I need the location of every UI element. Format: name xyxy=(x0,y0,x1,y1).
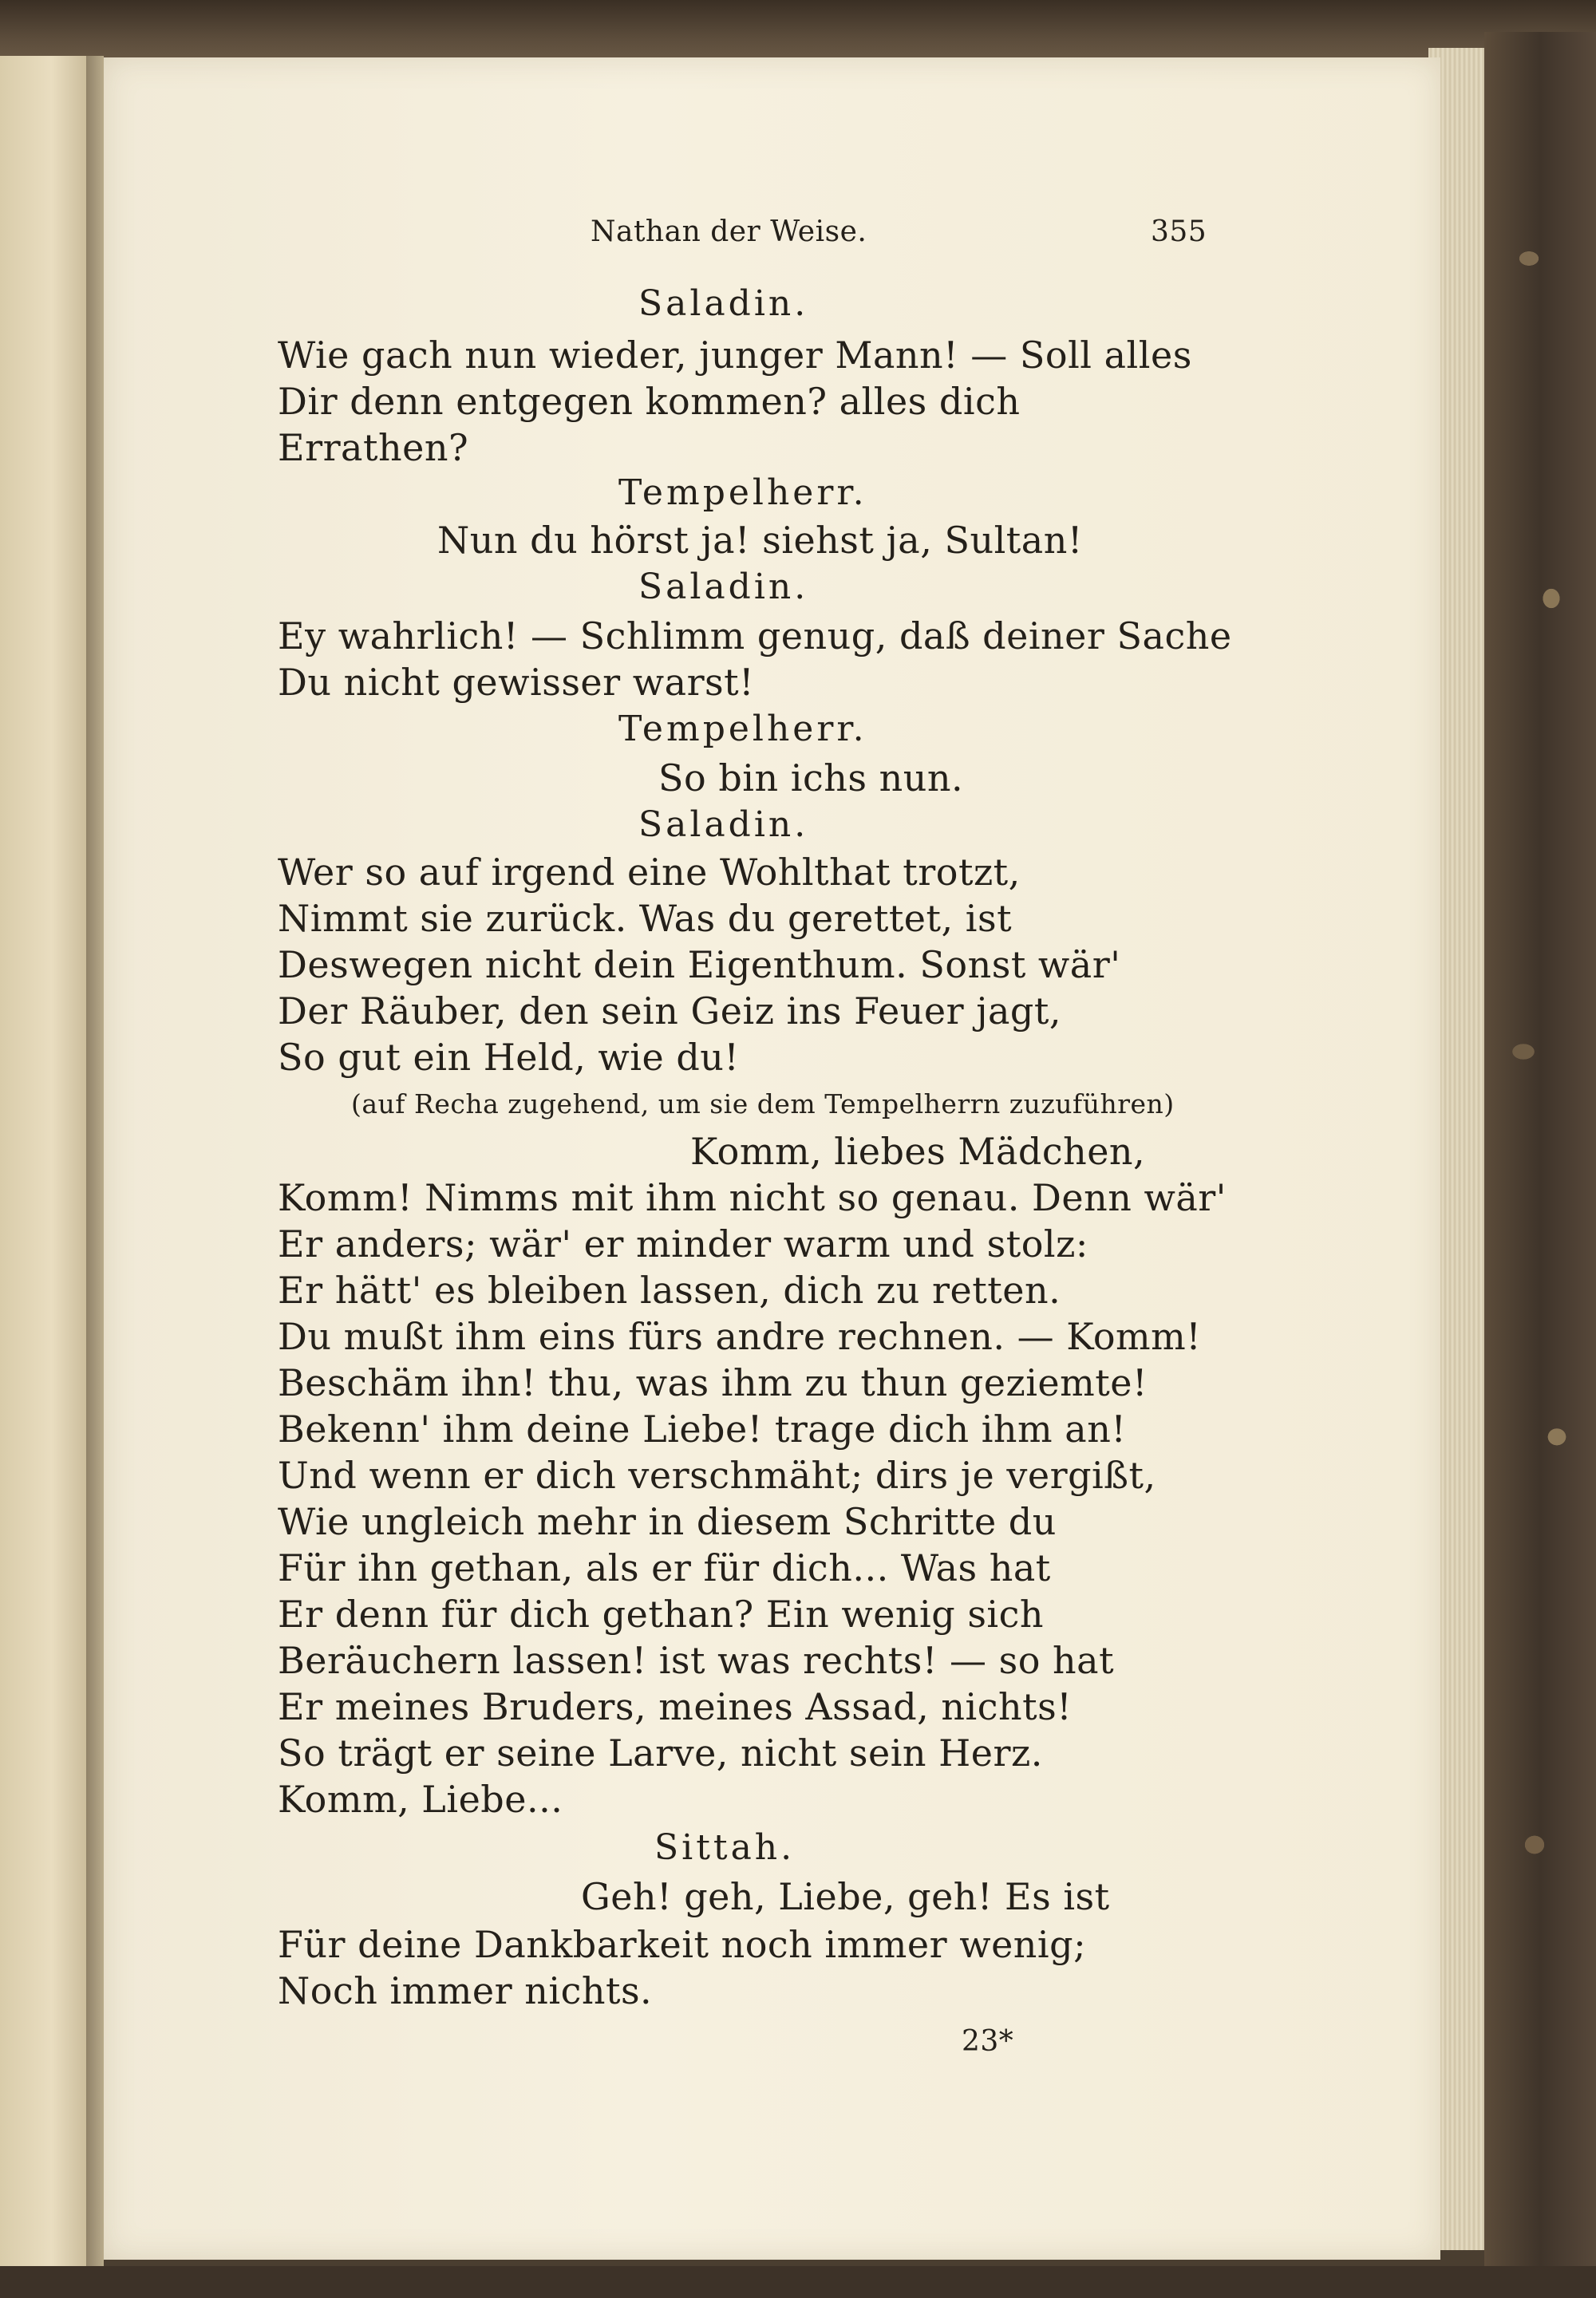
verse-line: Nimmt sie zurück. Was du gerettet, ist xyxy=(278,897,1013,940)
verse-line: Er denn für dich gethan? Ein wenig sich xyxy=(278,1593,1045,1636)
verse-line: Komm, Liebe... xyxy=(278,1778,563,1821)
verse-line: Errathen? xyxy=(278,426,469,469)
verse-line: Und wenn er dich verschmäht; dirs je vergißt, xyxy=(278,1454,1156,1497)
speaker-saladin: Saladin. xyxy=(638,567,809,607)
verse-line: Für deine Dankbarkeit noch immer wenig; xyxy=(278,1923,1087,1966)
verse-line: So gut ein Held, wie du! xyxy=(278,1036,740,1079)
speaker-tempelherr: Tempelherr. xyxy=(618,709,867,749)
verse-line: Geh! geh, Liebe, geh! Es ist xyxy=(581,1875,1110,1918)
verse-line: Beschäm ihn! thu, was ihm zu thun geziemte! xyxy=(278,1361,1148,1404)
left-page-edge xyxy=(0,56,86,2298)
verse-line: Beräuchern lassen! ist was rechts! — so hat xyxy=(278,1639,1115,1682)
verse-line: Nun du hörst ja! siehst ja, Sultan! xyxy=(437,519,1083,562)
verse-line: Bekenn' ihm deine Liebe! trage dich ihm an! xyxy=(278,1408,1127,1451)
verse-line: Er anders; wär' er minder warm und stolz: xyxy=(278,1222,1088,1265)
marbled-cover xyxy=(1484,32,1596,2298)
verse-line: Dir denn entgegen kommen? alles dich xyxy=(278,380,1021,423)
verse-line: Du mußt ihm eins fürs andre rechnen. — Komm! xyxy=(278,1315,1202,1358)
verse-line: Wer so auf irgend eine Wohlthat trotzt, xyxy=(278,851,1021,894)
verse-line: Wie gach nun wieder, junger Mann! — Soll alles xyxy=(278,334,1192,377)
verse-line: Du nicht gewisser warst! xyxy=(278,661,755,704)
verse-line: So bin ichs nun. xyxy=(658,756,964,800)
verse-line: Komm, liebes Mädchen, xyxy=(690,1130,1146,1173)
verse-line: So trägt er seine Larve, nicht sein Herz. xyxy=(278,1731,1043,1775)
verse-line: Noch immer nichts. xyxy=(278,1969,653,2012)
verse-line: Deswegen nicht dein Eigenthum. Sonst wär' xyxy=(278,943,1121,986)
verse-line: Ey wahrlich! — Schlimm genug, daß deiner Sache xyxy=(278,614,1232,657)
speaker-sittah: Sittah. xyxy=(654,1827,796,1868)
verse-line: Der Räuber, den sein Geiz ins Feuer jagt, xyxy=(278,989,1061,1033)
verse-line: Er meines Bruders, meines Assad, nichts! xyxy=(278,1685,1073,1728)
verse-line: Komm! Nimms mit ihm nicht so genau. Denn wär' xyxy=(278,1176,1227,1219)
stage-direction: (auf Recha zugehend, um sie dem Tempelherrn zuzuführen) xyxy=(351,1088,1175,1119)
background-bottom xyxy=(0,2266,1596,2298)
speaker-tempelherr: Tempelherr. xyxy=(618,472,867,513)
signature-mark: 23* xyxy=(962,2025,1014,2058)
background-top xyxy=(0,0,1596,64)
running-title: Nathan der Weise. xyxy=(591,215,867,248)
verse-line: Er hätt' es bleiben lassen, dich zu retten. xyxy=(278,1269,1061,1312)
verse-line: Wie ungleich mehr in diesem Schritte du xyxy=(278,1500,1057,1543)
book-gutter xyxy=(86,56,104,2298)
speaker-saladin: Saladin. xyxy=(638,283,809,324)
verse-line: Für ihn gethan, als er für dich... Was hat xyxy=(278,1546,1051,1589)
speaker-saladin: Saladin. xyxy=(638,804,809,845)
page-number: 355 xyxy=(1151,215,1207,248)
